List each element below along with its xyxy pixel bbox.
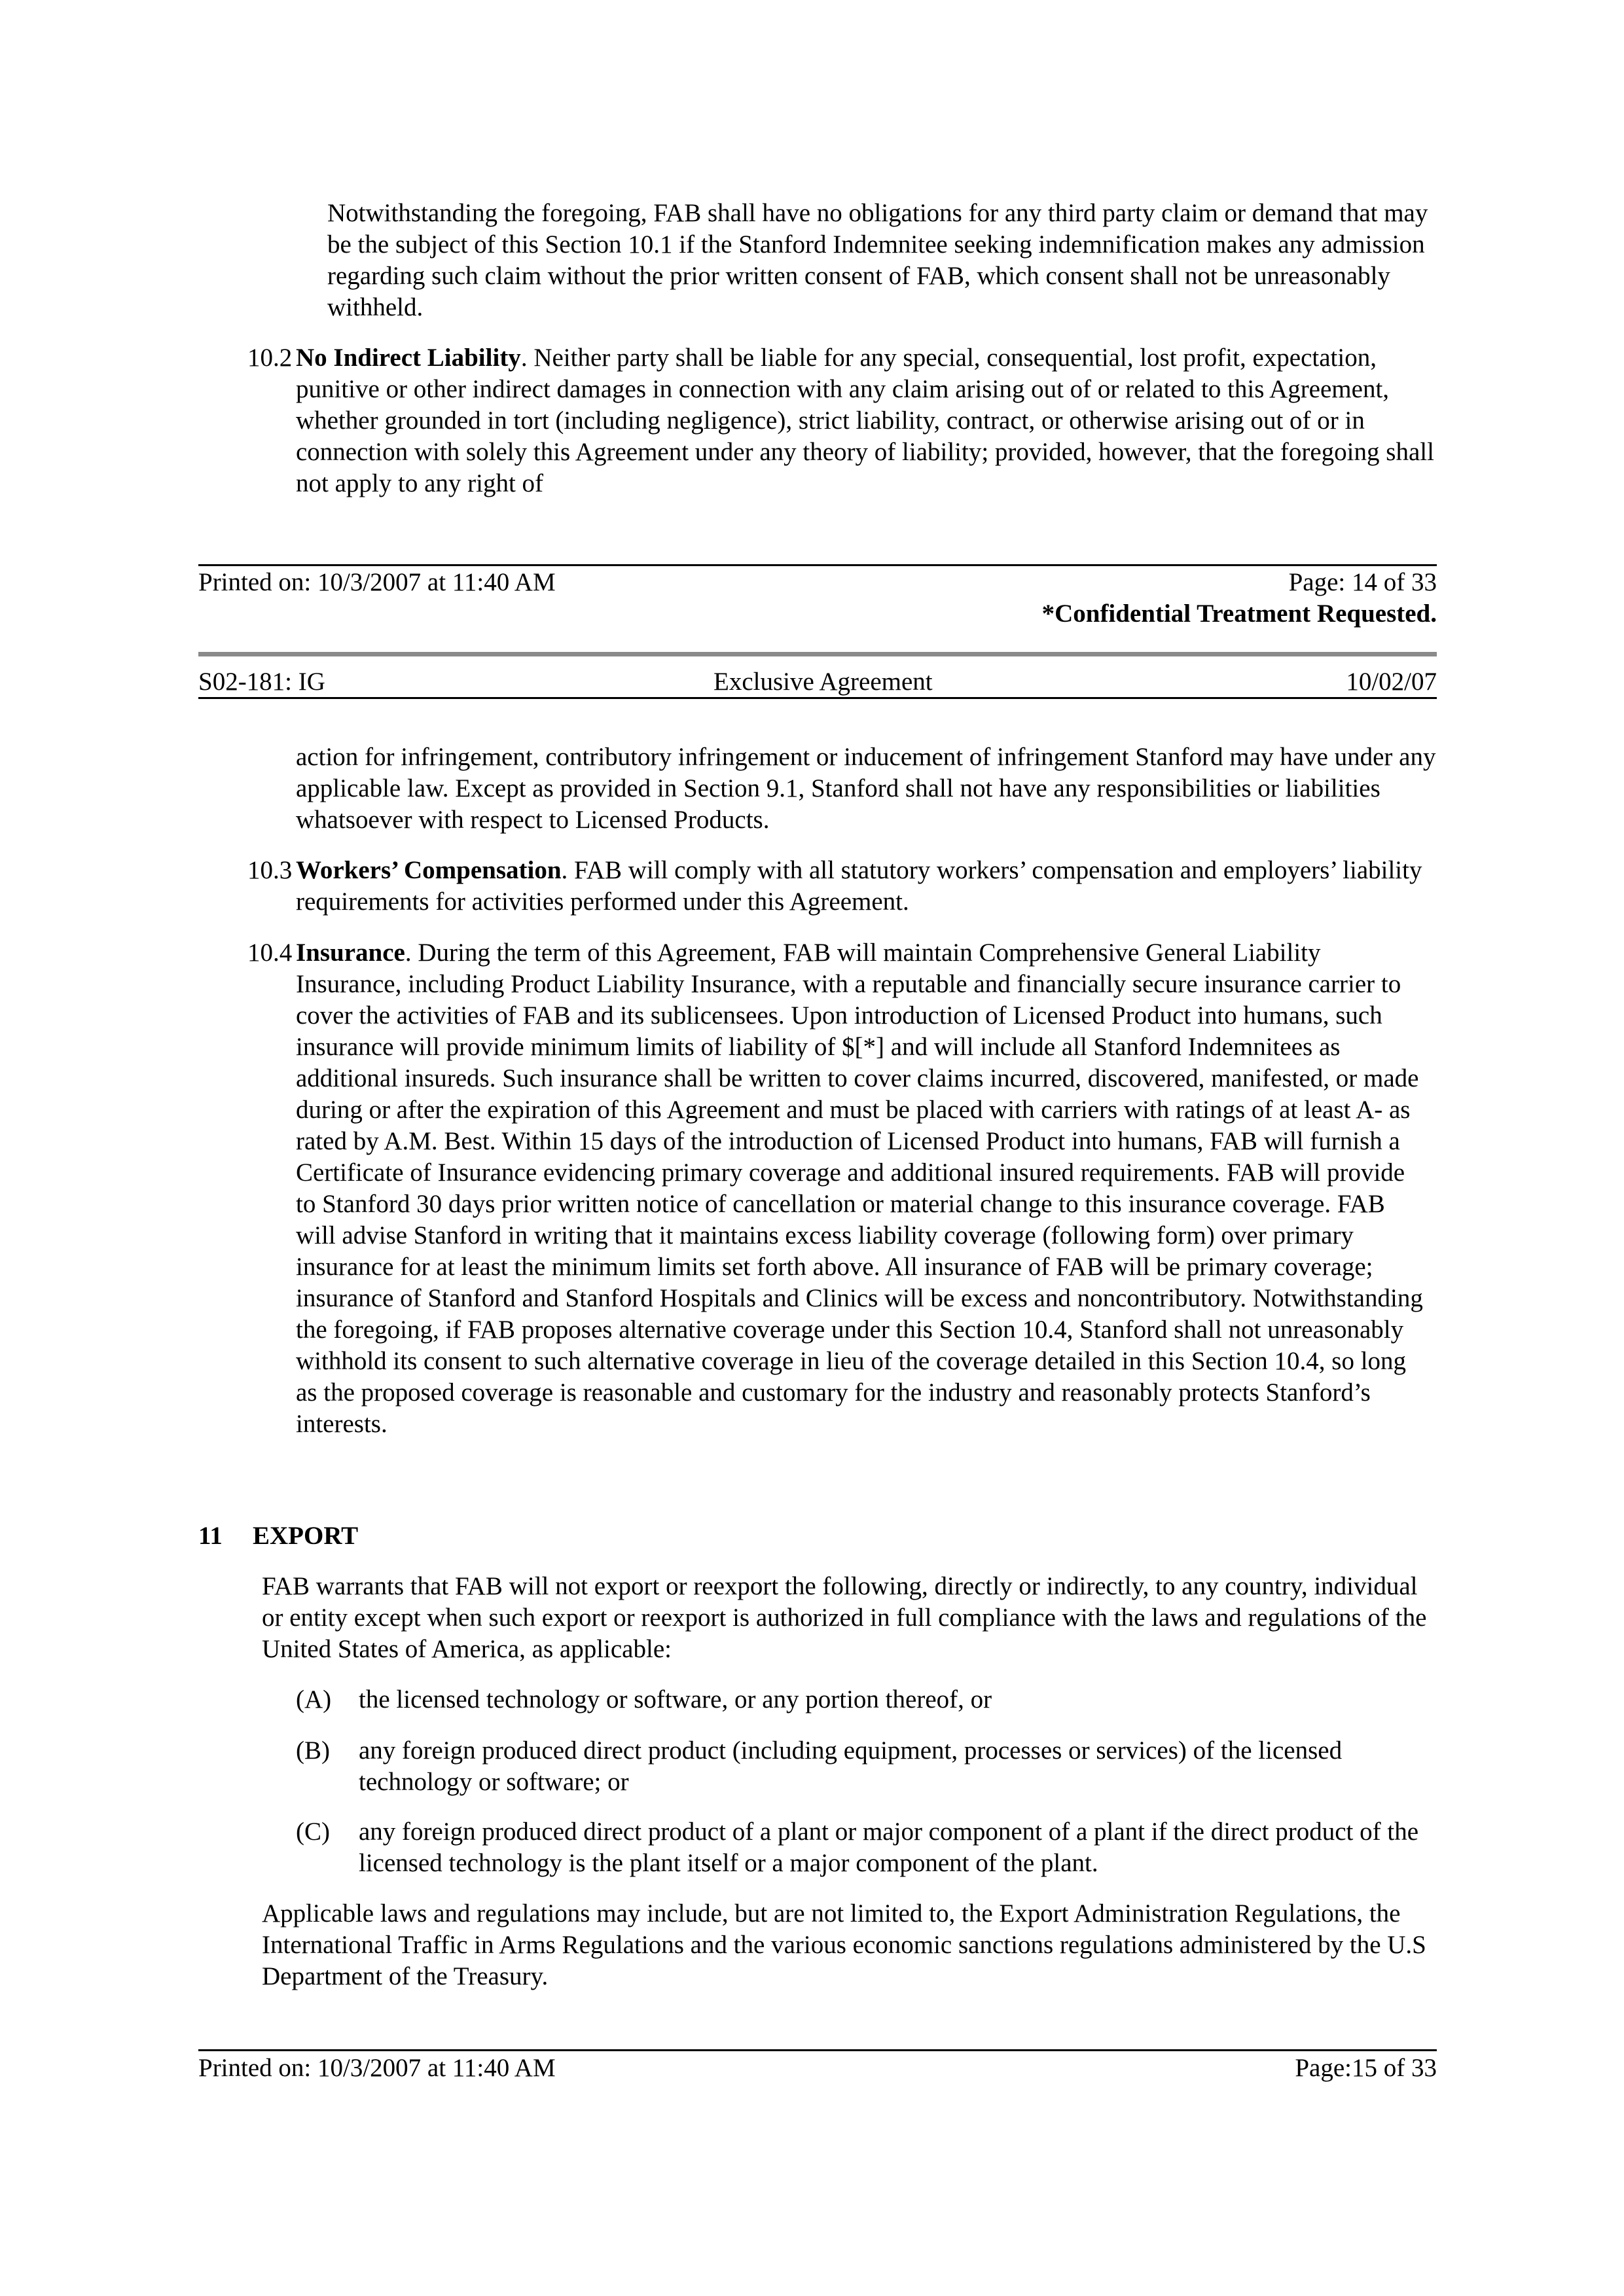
confidential-notice: *Confidential Treatment Requested. [1041,600,1437,628]
header-date: 10/02/07 [1346,668,1437,696]
header-document-id: S02-181: IG [198,668,325,696]
section-10-4-text [296,937,1423,1440]
footer-printed-date: Printed on: 10/3/2007 at 11:40 AM [198,568,556,596]
paragraph-notwithstanding: Notwithstanding the foregoing, FAB shall have no obligations for any third party claim or demand that may be the subject of this Section 10.1 if the Stanford Indemnitee seeking indemnification makes any admission regarding such claim without the prior written consent of FAB, which consent shall not be unreasonably withheld. [327,199,1428,321]
section-10-3-body: . FAB will comply with all statutory workers’ compensation and employers’ liability requirements for activities performed under this Agreement. [296,856,1422,916]
section-10-2-title: No Indirect Liability [296,344,521,372]
section-10-3-number: 10.3 [247,856,293,884]
section-10-4-title: Insurance [296,939,405,967]
section-10-3-title: Workers’ Compensation [296,856,562,884]
footer-rule [198,2049,1437,2051]
section-10-2-continuation: action for infringement, contributory infringement or inducement of infringement Stanford may have under any applicable law. Except as provided in Section 9.1, Stanford shall not have any responsibilities or liabilities whatsoever with respect to Licensed Products. [296,743,1436,834]
export-item-text: any foreign produced direct product (including equipment, processes or services) of the licensed technology or software; or [359,1736,1343,1796]
section-10-2-body: . Neither party shall be liable for any special, consequential, lost profit, expectation, punitive or other indirect damages in connection with any claim arising out of or related to this Agreement, whether grounded in tort (including negligence), strict liability, contract, or otherwise arising out of or in connection with solely this Agreement under any theory of liability; provided, however, that the foregoing shall not apply to any right of [296,344,1434,497]
header-document-title: Exclusive Agreement [713,668,933,696]
section-10-2-number: 10.2 [247,344,293,372]
section-11-number: 11 [198,1522,223,1550]
export-item-label: (B) [296,1736,330,1765]
footer-page-number: Page:15 of 33 [1295,2054,1437,2082]
page-break-divider [198,652,1437,656]
export-item-text: any foreign produced direct product of a plant or major component of a plant if the direct product of the licensed technology is the plant itself or a major component of the plant. [359,1818,1419,1877]
section-10-3-text [296,855,1440,918]
section-11-closing: Applicable laws and regulations may include, but are not limited to, the Export Administration Regulations, the International Traffic in Arms Regulations and the various economic sanctions regulations administered by the U.S Department of the Treasury. [262,1899,1426,1990]
header-rule [198,697,1437,699]
section-10-2-text [296,342,1440,499]
section-11-intro: FAB warrants that FAB will not export or reexport the following, directly or indirectly, to any country, individual or entity except when such export or reexport is authorized in full compliance with the laws and regulations of the United States of America, as applicable: [262,1572,1427,1663]
footer-page-number: Page: 14 of 33 [1288,568,1437,596]
section-10-4-number: 10.4 [247,939,293,967]
export-item-label: (C) [296,1818,330,1846]
export-item-text: the licensed technology or software, or any portion thereof, or [359,1685,992,1713]
section-11-title: EXPORT [253,1522,359,1550]
section-10-4-body: . During the term of this Agreement, FAB will maintain Comprehensive General Liability Insurance, including Product Liability Insurance, with a reputable and financially secure insurance carrier to cover the activities of FAB and its sublicensees. Upon introduction of Licensed Product into humans, such insurance will provide minimum limits of liability of $[*] and will include all Stanford Indemnitees as additional insureds. Such insurance shall be written to cover claims incurred, discovered, manifested, or made during or after the expiration of this Agreement and must be placed with carriers with ratings of at least A- as rated by A.M. Best. Within 15 days of the introduction of Licensed Product into humans, FAB will furnish a Certificate of Insurance evidencing primary coverage and additional insured requirements. FAB will provide to Stanford 30 days prior written notice of cancellation or material change to this insurance coverage. FAB will advise Stanford in writing that it maintains excess liability coverage (following form) over primary insurance for at least the minimum limits set forth above. All insurance of FAB will be primary coverage; insurance of Stanford and Stanford Hospitals and Clinics will be excess and noncontributory. Notwithstanding the foregoing, if FAB proposes alternative coverage under this Section 10.4, Stanford shall not unreasonably withhold its consent to such alternative coverage in lieu of the coverage detailed in this Section 10.4, so long as the proposed coverage is reasonable and customary for the industry and reasonably protects Stanford’s interests. [296,939,1423,1438]
footer-rule [198,564,1437,566]
export-item-label: (A) [296,1685,332,1713]
footer-printed-date: Printed on: 10/3/2007 at 11:40 AM [198,2054,556,2082]
